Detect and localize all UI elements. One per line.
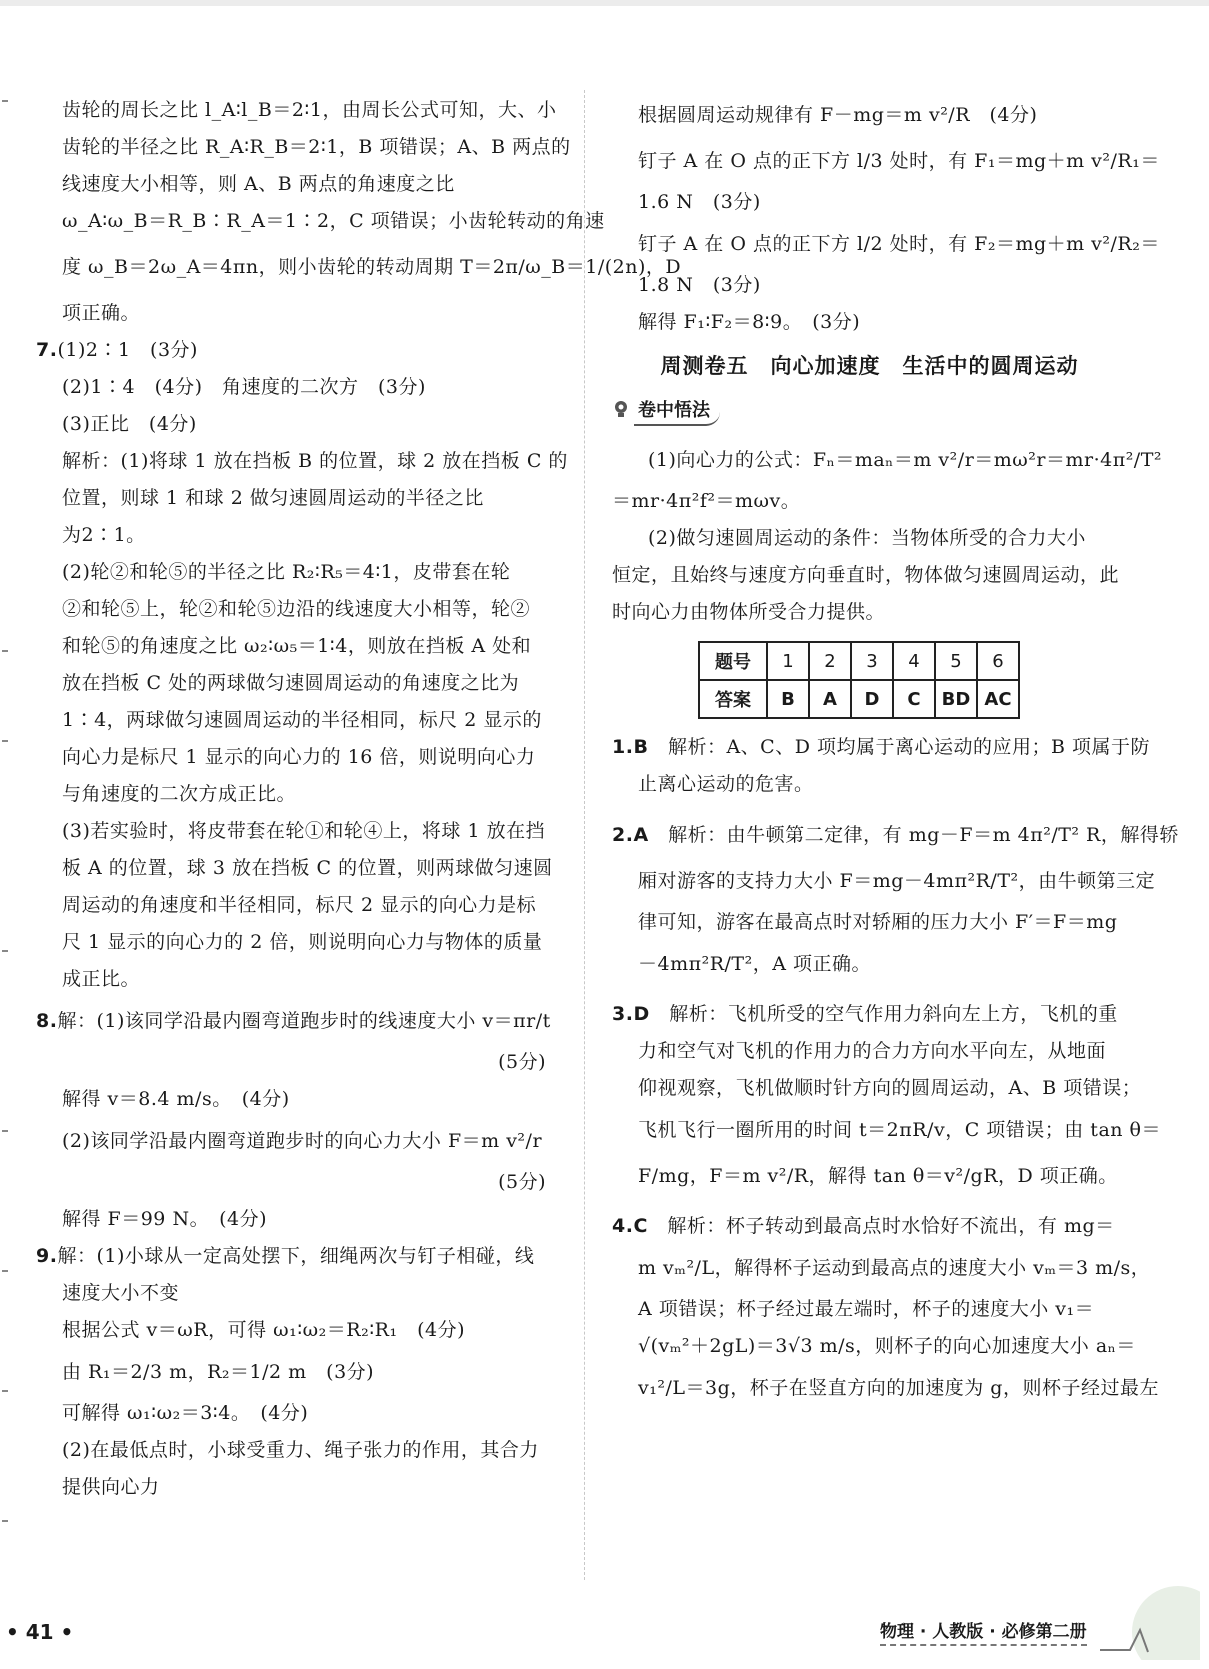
text-line: 1.6 N (3分) bbox=[638, 191, 761, 213]
question-number: 3.D bbox=[612, 1003, 650, 1025]
tip-label: 卷中悟法 bbox=[634, 394, 720, 426]
text-line: 解得 F＝99 N。 (4分) bbox=[62, 1208, 267, 1230]
text-line: 力和空气对飞机的作用力的合力方向水平向左，从地面 bbox=[638, 1040, 1107, 1062]
answer-table-answer-row bbox=[699, 680, 1019, 718]
text-line: 飞机飞行一圈所用的时间 t＝2πR/v，C 项错误；由 tan θ＝ bbox=[638, 1119, 1161, 1141]
text-line: ＝mr·4π²f²＝mωv。 bbox=[612, 490, 801, 512]
question-9 bbox=[36, 1238, 566, 1506]
text-line: A 项错误；杯子经过最左端时，杯子的速度大小 v₁＝ bbox=[638, 1298, 1095, 1320]
column-divider bbox=[584, 90, 585, 1580]
page-top-strip bbox=[0, 0, 1209, 6]
table-cell: D bbox=[851, 680, 893, 718]
text-line: 板 A 的位置，球 3 放在挡板 C 的位置，则两球做匀速圆 bbox=[62, 857, 553, 879]
text-line: (1)2∶1 (3分) bbox=[57, 339, 198, 361]
text-line: 向心力是标尺 1 显示的向心力的 16 倍，则说明向心力 bbox=[62, 746, 536, 768]
text-line: 解得 v＝8.4 m/s。 (4分) bbox=[62, 1088, 290, 1110]
question-8 bbox=[36, 998, 566, 1238]
text-line: ②和轮⑤上，轮②和轮⑤边沿的线速度大小相等，轮② bbox=[62, 598, 531, 620]
text-line: 根据圆周运动规律有 F－mg＝m v²/R (4分) bbox=[638, 104, 1038, 126]
answer-table-header-row bbox=[699, 642, 1019, 680]
lightbulb-icon bbox=[612, 399, 630, 421]
text-line: (3)正比 (4分) bbox=[62, 413, 197, 435]
question-4 bbox=[612, 1208, 1159, 1411]
text-line: 解析：由牛顿第二定律，有 mg－F＝m 4π²/T² R，解得轿 bbox=[668, 824, 1179, 846]
text-line: 根据公式 v＝ωR，可得 ω₁∶ω₂＝R₂∶R₁ (4分) bbox=[62, 1319, 465, 1341]
text-line: 与角速度的二次方成正比。 bbox=[62, 783, 297, 805]
question-number: 7. bbox=[36, 339, 58, 361]
table-cell: 3 bbox=[851, 642, 893, 680]
text-line: 钉子 A 在 O 点的正下方 l/3 处时，有 F₁＝mg＋m v²/R₁＝ bbox=[638, 150, 1160, 172]
text-line: (1)向心力的公式：Fₙ＝maₙ＝m v²/r＝mω²r＝mr·4π²/T² bbox=[648, 449, 1163, 471]
text-line: 止离心运动的危害。 bbox=[638, 773, 814, 795]
text-line: 速度大小不变 bbox=[62, 1282, 180, 1304]
question-7 bbox=[36, 332, 566, 998]
question-number: 8. bbox=[36, 1010, 58, 1032]
text-line: 项正确。 bbox=[62, 302, 141, 324]
text-line: 恒定，且始终与速度方向垂直时，物体做匀速圆周运动，此 bbox=[612, 564, 1120, 586]
book-label: 物理 · 人教版 · 必修第二册 bbox=[880, 1617, 1087, 1646]
text-line: (2)该同学沿最内圈弯道跑步时的向心力大小 F＝m v²/r bbox=[62, 1130, 543, 1152]
text-line: －4mπ²R/T²，A 项正确。 bbox=[638, 953, 871, 975]
right-column bbox=[612, 92, 1179, 1411]
table-cell: BD bbox=[935, 680, 977, 718]
tip-badge bbox=[612, 393, 1127, 427]
text-line: 时向心力由物体所受合力提供。 bbox=[612, 601, 886, 623]
text-line: (3)若实验时，将皮带套在轮①和轮④上，将球 1 放在挡 bbox=[62, 820, 546, 842]
table-cell: 5 bbox=[935, 642, 977, 680]
question-number: 4.C bbox=[612, 1215, 648, 1237]
text-line: (2)1∶4 (4分) 角速度的二次方 (3分) bbox=[62, 376, 426, 398]
text-line: 线速度大小相等，则 A、B 两点的角速度之比 bbox=[62, 173, 455, 195]
text-line: 厢对游客的支持力大小 F＝mg－4mπ²R/T²，由牛顿第三定 bbox=[638, 870, 1156, 892]
question-number: 2.A bbox=[612, 824, 649, 846]
binding-edge-marks bbox=[0, 90, 14, 1590]
question-number: 9. bbox=[36, 1245, 58, 1267]
text-line: 解析：杯子转动到最高点时水恰好不流出，有 mg＝ bbox=[667, 1215, 1115, 1237]
table-cell: 6 bbox=[977, 642, 1019, 680]
question-3 bbox=[612, 996, 1161, 1199]
text-line: ω_A∶ω_B＝R_B∶R_A＝1∶2，C 项错误；小齿轮转动的角速 bbox=[62, 210, 605, 232]
text-line: 解析：飞机所受的空气作用力斜向左上方，飞机的重 bbox=[669, 1003, 1118, 1025]
table-answer-label: 答案 bbox=[699, 680, 767, 718]
table-cell: AC bbox=[977, 680, 1019, 718]
question-2 bbox=[612, 812, 1179, 987]
table-cell: A bbox=[809, 680, 851, 718]
question-number: 1.B bbox=[612, 736, 649, 758]
table-cell: C bbox=[893, 680, 935, 718]
text-line: (2)在最低点时，小球受重力、绳子张力的作用，其合力 bbox=[62, 1439, 539, 1461]
text-line: 提供向心力 bbox=[62, 1476, 160, 1498]
text-line: (2)做匀速圆周运动的条件：当物体所受的合力大小 bbox=[648, 527, 1086, 549]
text-line: (2)轮②和轮⑤的半径之比 R₂∶R₅＝4∶1，皮带套在轮 bbox=[62, 561, 511, 583]
text-line: 周运动的角速度和半径相同，标尺 2 显示的向心力是标 bbox=[62, 894, 537, 916]
table-cell: B bbox=[767, 680, 809, 718]
text-line: 解析：A、C、D 项均属于离心运动的应用；B 项属于防 bbox=[667, 736, 1150, 758]
score-note: (5分) bbox=[498, 1171, 546, 1193]
table-cell: 2 bbox=[809, 642, 851, 680]
corner-decoration-icon bbox=[1100, 1560, 1200, 1660]
text-line: √(vₘ²＋2gL)＝3√3 m/s，则杯子的向心加速度大小 aₙ＝ bbox=[638, 1335, 1136, 1357]
section-title: 周测卷五 向心加速度 生活中的圆周运动 bbox=[660, 354, 1079, 378]
text-line: 解：(1)小球从一定高处摆下，细绳两次与钉子相碰，线 bbox=[57, 1245, 535, 1267]
question-1 bbox=[612, 729, 1150, 803]
table-cell: 1 bbox=[767, 642, 809, 680]
answer-table bbox=[698, 641, 1020, 719]
text-line: 尺 1 显示的向心力的 2 倍，则说明向心力与物体的质量 bbox=[62, 931, 543, 953]
text-line: 解析：(1)将球 1 放在挡板 B 的位置，球 2 放在挡板 C 的 bbox=[62, 450, 568, 472]
table-cell: 4 bbox=[893, 642, 935, 680]
text-line: 1∶4，两球做匀速圆周运动的半径相同，标尺 2 显示的 bbox=[62, 709, 542, 731]
text-line: 放在挡板 C 处的两球做匀速圆周运动的角速度之比为 bbox=[62, 672, 520, 694]
text-line: 和轮⑤的角速度之比 ω₂∶ω₅＝1∶4，则放在挡板 A 处和 bbox=[62, 635, 532, 657]
text-line: v₁²/L＝3g，杯子在竖直方向的加速度为 g，则杯子经过最左 bbox=[638, 1377, 1159, 1399]
text-line: 1.8 N (3分) bbox=[638, 274, 761, 296]
page-number: • 41 • bbox=[6, 1620, 74, 1644]
text-line: 位置，则球 1 和球 2 做匀速圆周运动的半径之比 bbox=[62, 487, 484, 509]
text-line: 解得 F₁∶F₂＝8∶9。 (3分) bbox=[638, 311, 861, 333]
text-line: 可解得 ω₁∶ω₂＝3∶4。 (4分) bbox=[62, 1402, 309, 1424]
text-line: 齿轮的周长之比 l_A∶l_B＝2∶1，由周长公式可知，大、小 bbox=[62, 99, 557, 121]
score-note: (5分) bbox=[498, 1051, 546, 1073]
text-line: 解：(1)该同学沿最内圈弯道跑步时的线速度大小 v＝πr/t bbox=[57, 1010, 551, 1032]
text-line: m vₘ²/L，解得杯子运动到最高点的速度大小 vₘ＝3 m/s， bbox=[638, 1257, 1151, 1279]
text-line: 律可知，游客在最高点时对轿厢的压力大小 F′＝F＝mg bbox=[638, 911, 1118, 933]
text-line: 齿轮的半径之比 R_A∶R_B＝2∶1，B 项错误；A、B 两点的 bbox=[62, 136, 571, 158]
text-line: 度 ω_B＝2ω_A＝4πn，则小齿轮的转动周期 T＝2π/ω_B＝1/(2n)，D bbox=[62, 256, 682, 278]
text-line: 仰视观察，飞机做顺时针方向的圆周运动，A、B 项错误； bbox=[638, 1077, 1142, 1099]
table-header-label: 题号 bbox=[699, 642, 767, 680]
text-line: 钉子 A 在 O 点的正下方 l/2 处时，有 F₂＝mg＋m v²/R₂＝ bbox=[638, 233, 1160, 255]
text-line: F/mg，F＝m v²/R，解得 tan θ＝v²/gR，D 项正确。 bbox=[638, 1165, 1118, 1187]
text-line: 为2∶1。 bbox=[62, 524, 146, 546]
text-line: 成正比。 bbox=[62, 968, 141, 990]
text-line: 由 R₁＝2/3 m，R₂＝1/2 m (3分) bbox=[62, 1361, 375, 1383]
